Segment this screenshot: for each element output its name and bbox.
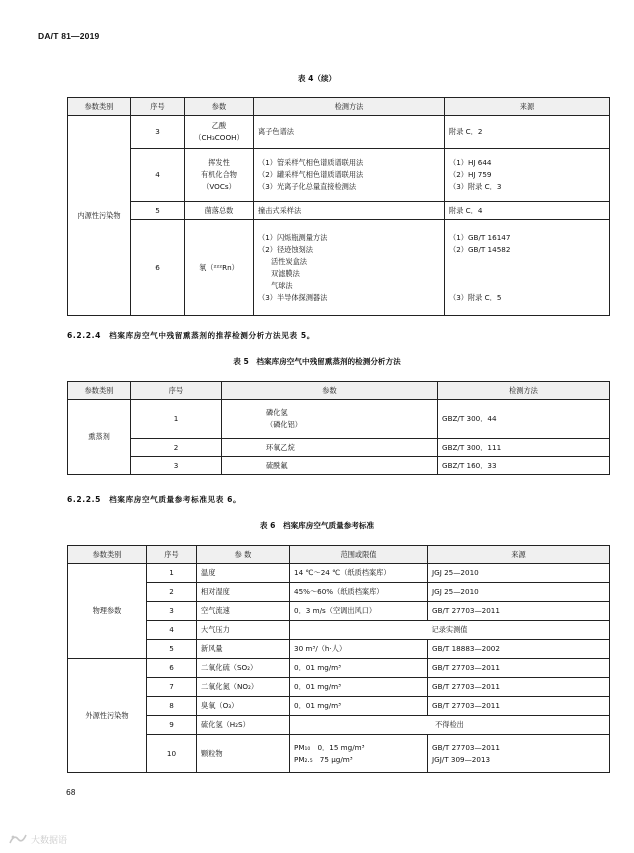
- row-no: 3: [131, 116, 185, 149]
- row-param: 相对湿度: [197, 583, 290, 602]
- row-no: 5: [147, 640, 197, 659]
- table4-category: 内源性污染物: [68, 116, 131, 316]
- table-row: [68, 602, 610, 621]
- row-range: 14 ℃～24 ℃（纸质档案库）: [290, 564, 428, 583]
- row-param: 空气流速: [197, 602, 290, 621]
- row-source: GB/T 27703—2011: [428, 602, 610, 621]
- row-method: 离子色谱法: [254, 116, 445, 149]
- row-range: 0．3 m/s（空调出风口）: [290, 602, 428, 621]
- table-row: [68, 116, 610, 149]
- row-param: 乙酸 （CH₃COOH）: [185, 116, 254, 149]
- table5-category: 熏蒸剂: [68, 400, 131, 475]
- table6-caption: 表 6 档案库房空气质量参考标准: [259, 521, 375, 530]
- table4-header-param: 参数: [185, 98, 254, 116]
- row-no: 6: [131, 220, 185, 316]
- table6-header-no: 序号: [147, 546, 197, 564]
- row-no: 1: [131, 400, 222, 439]
- row-param: 硫酰氟: [222, 457, 438, 475]
- table5-header-method: 检测方法: [438, 382, 610, 400]
- row-param: 氡（²²²Rn）: [185, 220, 254, 316]
- table-row: [68, 439, 610, 457]
- row-no: 10: [147, 735, 197, 773]
- watermark-logo-icon: [8, 832, 28, 846]
- row-param: 大气压力: [197, 621, 290, 640]
- row-param: 二氧化氮（NO₂）: [197, 678, 290, 697]
- row-range: PM₁₀ 0．15 mg/m³ PM₂.₅ 75 μg/m³: [290, 735, 428, 773]
- page-number: 68: [66, 788, 76, 797]
- table4-header-category: 参数类别: [68, 98, 131, 116]
- table-row: [68, 457, 610, 475]
- row-range: 45%～60%（纸质档案库）: [290, 583, 428, 602]
- row-source: GB/T 27703—2011 JGJ/T 309—2013: [428, 735, 610, 773]
- row-source: GB/T 18883—2002: [428, 640, 610, 659]
- row-no: 4: [147, 621, 197, 640]
- table4-caption: 表 4（续）: [297, 74, 337, 83]
- paragraph-6-2-2-4: 6.2.2.4 档案库房空气中残留熏蒸剂的推荐检测分析方法见表 5。: [67, 331, 315, 340]
- table6-category-external: 外源性污染物: [68, 659, 147, 773]
- row-param: 菌落总数: [185, 202, 254, 220]
- table6-category-physical: 物理参数: [68, 564, 147, 659]
- row-range: 30 m³/（h·人）: [290, 640, 428, 659]
- row-no: 9: [147, 716, 197, 735]
- row-range: 0．01 mg/m³: [290, 697, 428, 716]
- row-method: （1）管采样气相色谱质谱联用法 （2）罐采样气相色谱质谱联用法 （3）光离子化总量直接检测法: [254, 149, 445, 202]
- row-source: GB/T 27703—2011: [428, 697, 610, 716]
- table-row: [68, 220, 610, 316]
- row-method: GBZ/T 160．33: [438, 457, 610, 475]
- table4: [67, 97, 610, 316]
- row-merged-value: 记录实测值: [290, 621, 610, 640]
- row-param: 磷化氢 （磷化铝）: [222, 400, 438, 439]
- row-source: （1）HJ 644 （2）HJ 759 （3）附录 C．3: [445, 149, 610, 202]
- row-method: GBZ/T 300．111: [438, 439, 610, 457]
- table6-header-category: 参数类别: [68, 546, 147, 564]
- table-row: [68, 640, 610, 659]
- table5-header-category: 参数类别: [68, 382, 131, 400]
- row-no: 8: [147, 697, 197, 716]
- table-row: [68, 716, 610, 735]
- row-no: 4: [131, 149, 185, 202]
- row-param: 温度: [197, 564, 290, 583]
- row-no: 7: [147, 678, 197, 697]
- row-no: 1: [147, 564, 197, 583]
- row-param: 臭氧（O₃）: [197, 697, 290, 716]
- row-source: 附录 C．2: [445, 116, 610, 149]
- row-source: JGJ 25—2010: [428, 583, 610, 602]
- row-no: 3: [147, 602, 197, 621]
- table4-header-method: 检测方法: [254, 98, 445, 116]
- table5-caption: 表 5 档案库房空气中残留熏蒸剂的检测分析方法: [233, 357, 401, 366]
- row-method: 撞击式采样法: [254, 202, 445, 220]
- row-no: 2: [131, 439, 222, 457]
- table6-header-source: 来源: [428, 546, 610, 564]
- row-source: JGJ 25—2010: [428, 564, 610, 583]
- row-source: 附录 C．4: [445, 202, 610, 220]
- watermark-text: 大数据语: [31, 835, 68, 846]
- row-param: 硫化氢（H₂S）: [197, 716, 290, 735]
- row-source: GB/T 27703—2011: [428, 659, 610, 678]
- table-row: [68, 564, 610, 583]
- table-row: [68, 583, 610, 602]
- table5-header-no: 序号: [131, 382, 222, 400]
- row-no: 6: [147, 659, 197, 678]
- row-param: 二氧化硫（SO₂）: [197, 659, 290, 678]
- table6-header-range: 范围或限值: [290, 546, 428, 564]
- standard-code: DA/T 81—2019: [38, 31, 100, 41]
- table6: [67, 545, 610, 773]
- paragraph-6-2-2-5: 6.2.2.5 档案库房空气质量参考标准见表 6。: [67, 495, 242, 504]
- table-row: [68, 149, 610, 202]
- table4-header-no: 序号: [131, 98, 185, 116]
- table6-header-param: 参 数: [197, 546, 290, 564]
- row-range: 0．01 mg/m³: [290, 659, 428, 678]
- table5-header-param: 参数: [222, 382, 438, 400]
- table4-header-source: 来源: [445, 98, 610, 116]
- row-source: GB/T 27703—2011: [428, 678, 610, 697]
- row-param: 环氧乙烷: [222, 439, 438, 457]
- table-row: [68, 697, 610, 716]
- row-param: 颗粒物: [197, 735, 290, 773]
- row-method: （1）闪烁瓶测量方法 （2）径迹蚀刻法 活性炭盒法 双滤膜法 气球法 （3）半导体探测器法: [254, 220, 445, 316]
- watermark: [8, 832, 67, 846]
- row-param: 新风量: [197, 640, 290, 659]
- table-row: [68, 202, 610, 220]
- table-row: [68, 678, 610, 697]
- row-no: 3: [131, 457, 222, 475]
- row-param: 挥发性 有机化合物 （VOCs）: [185, 149, 254, 202]
- row-merged-value: 不得检出: [290, 716, 610, 735]
- table5: [67, 381, 610, 475]
- row-no: 2: [147, 583, 197, 602]
- row-range: 0．01 mg/m³: [290, 678, 428, 697]
- table-row: [68, 400, 610, 439]
- table-row: [68, 735, 610, 773]
- row-no: 5: [131, 202, 185, 220]
- table-row: [68, 621, 610, 640]
- row-method: GBZ/T 300．44: [438, 400, 610, 439]
- row-source: （1）GB/T 16147 （2）GB/T 14582 （3）附录 C．5: [445, 220, 610, 316]
- table-row: [68, 659, 610, 678]
